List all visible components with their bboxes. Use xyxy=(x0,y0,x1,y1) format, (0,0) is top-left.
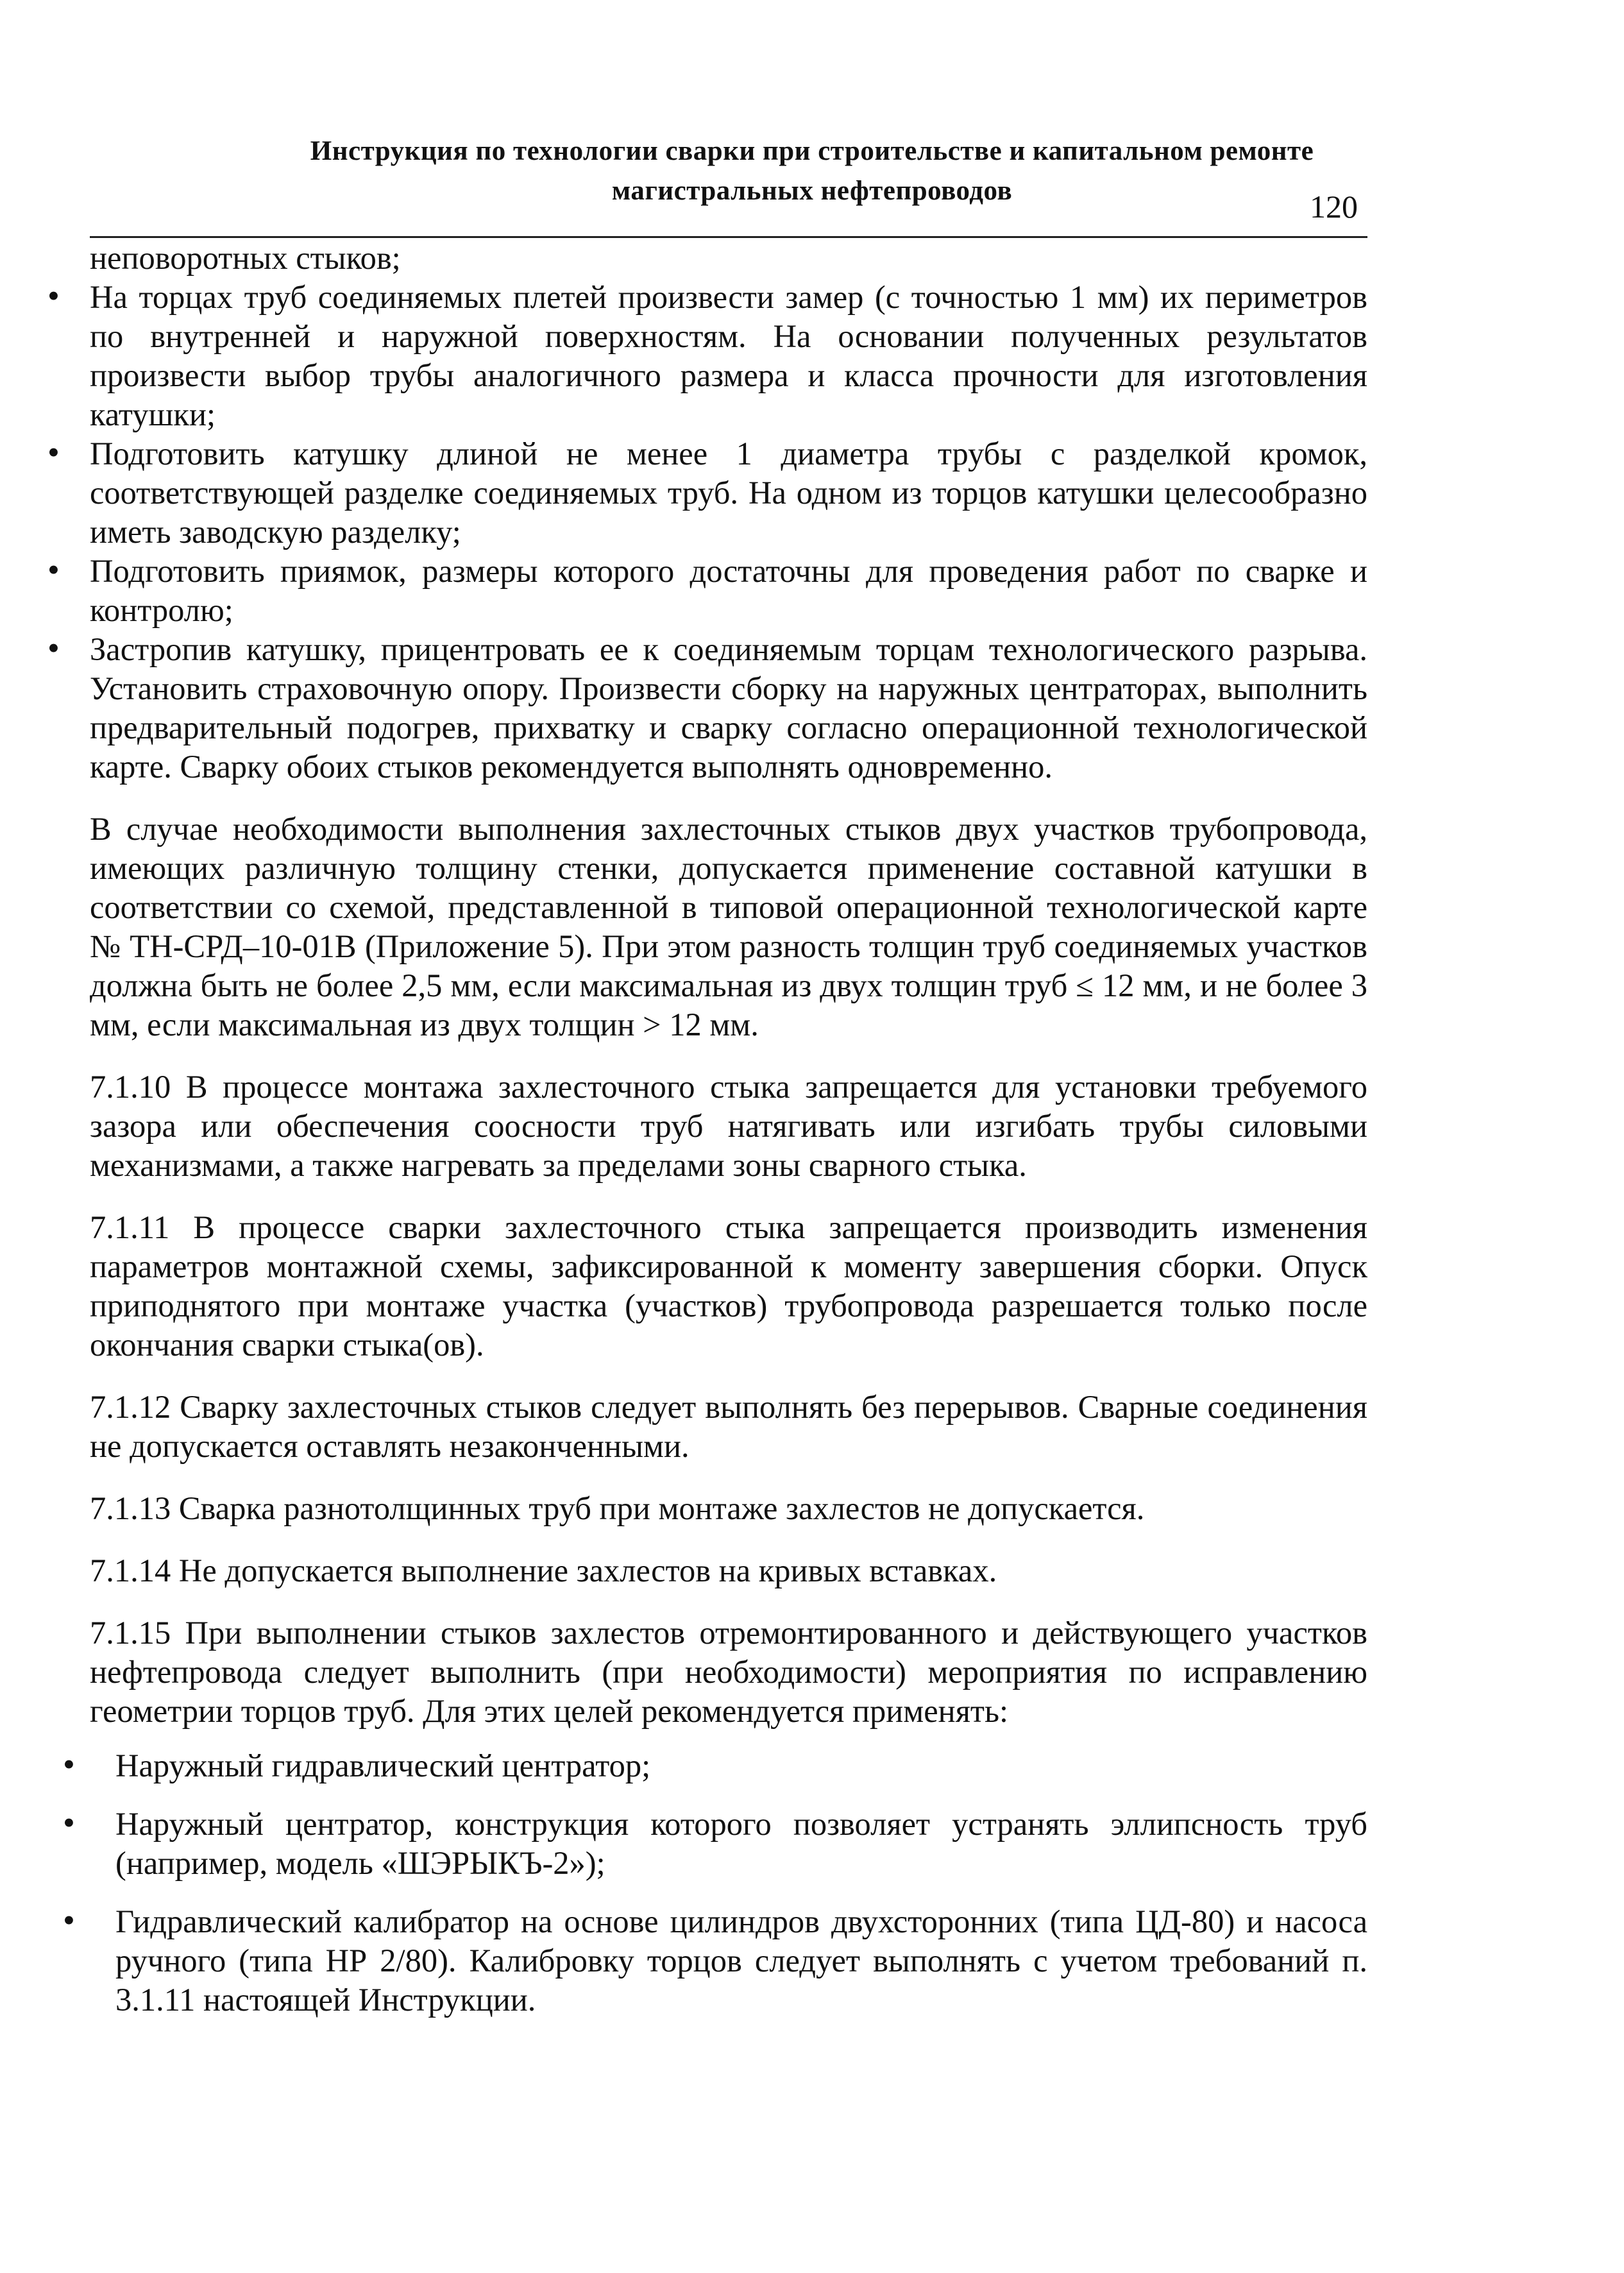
list-item-text: Гидравлический калибратор на основе цилиндров двухсторонних (типа ЦД-80) и насоса ручного (типа НР 2/80). Калибровку торцов следует выполнять с учетом требований п. 3.1.11 настоящей Инструкции. xyxy=(115,1903,1367,2018)
list-item-text: Наружный центратор, конструкция которого позволяет устранять эллипсность труб (например, модель «ШЭРЫКЪ-2»); xyxy=(115,1806,1367,1881)
bullet-icon: • xyxy=(47,277,60,315)
list-item-text: На торцах труб соединяемых плетей произвести замер (с точностью 1 мм) их периметров по внутренней и наружной поверхностям. На основании полученных результатов произвести выбор трубы аналогичного размера и класса прочности для изготовления катушки; xyxy=(90,279,1367,432)
header-rule xyxy=(90,236,1367,238)
list-item xyxy=(47,550,1367,630)
bullet-icon: • xyxy=(63,1901,75,1939)
bullet-icon: • xyxy=(63,1803,75,1842)
procedure-bullet-list xyxy=(47,277,1367,787)
header-title-line-1: Инструкция по технологии сварки при строительстве и капитальном ремонте xyxy=(310,136,1314,166)
continuation-line: неповоротных стыков; xyxy=(90,240,401,276)
list-item xyxy=(63,1803,1367,1883)
page-number: 120 xyxy=(1310,189,1358,225)
bullet-icon: • xyxy=(47,550,60,589)
paragraph-7-1-14: 7.1.14 Не допускается выполнение захлестов на кривых вставках. xyxy=(90,1553,997,1588)
bullet-icon: • xyxy=(47,629,60,667)
paragraph-7-1-10: 7.1.10 В процессе монтажа захлесточного стыка запрещается для установки требуемого зазора или обеспечения соосности труб натягивать или изгибать трубы силовыми механизмами, а также нагревать за пределами зоны сварного стыка. xyxy=(90,1069,1367,1183)
bullet-icon: • xyxy=(47,433,60,472)
list-item xyxy=(47,433,1367,552)
header-title-line-2: магистральных нефтепроводов xyxy=(611,176,1013,206)
paragraph-7-1-15: 7.1.15 При выполнении стыков захлестов отремонтированного и действующего участков нефтепровода следует выполнить (при необходимости) мероприятия по исправлению геометрии торцов труб. Для этих целей рекомендуется применять: xyxy=(90,1615,1367,1729)
paragraph-7-1-12: 7.1.12 Сварку захлесточных стыков следует выполнять без перерывов. Сварные соединения не допускается оставлять незаконченными. xyxy=(90,1389,1367,1464)
list-item xyxy=(63,1901,1367,2020)
page-body xyxy=(47,239,1367,2039)
list-item xyxy=(47,629,1367,787)
paragraph-composite-spool: В случае необходимости выполнения захлесточных стыков двух участков трубопровода, имеющих различную толщину стенки, допускается применение составной катушки в соответствии со схемой, представленной в типовой операционной технологической карте № ТН-СРД–10-01В (Приложение 5). При этом разность толщин труб соединяемых участков должна быть не более 2,5 мм, если максимальная из двух толщин труб ≤ 12 мм, и не более 3 мм, если максимальная из двух толщин > 12 мм. xyxy=(90,811,1367,1043)
equipment-bullet-list xyxy=(63,1745,1367,2020)
paragraph-7-1-13: 7.1.13 Сварка разнотолщинных труб при монтаже захлестов не допускается. xyxy=(90,1490,1145,1526)
list-item xyxy=(63,1745,1367,1785)
bullet-icon: • xyxy=(63,1745,75,1783)
list-item-text: Подготовить катушку длиной не менее 1 диаметра трубы с разделкой кромок, соответствующей разделке соединяемых труб. На одном из торцов катушки целесообразно иметь заводскую разделку; xyxy=(90,436,1367,550)
list-item-text: Наружный гидравлический центратор; xyxy=(115,1748,651,1783)
list-item-text: Подготовить приямок, размеры которого достаточны для проведения работ по сварке и контролю; xyxy=(90,553,1367,628)
paragraph-7-1-11: 7.1.11 В процессе сварки захлесточного стыка запрещается производить изменения параметров монтажной схемы, зафиксированной к моменту завершения сборки. Опуск приподнятого при монтаже участка (участков) трубопровода разрешается только после окончания сварки стыка(ов). xyxy=(90,1209,1367,1363)
running-header xyxy=(0,132,1624,211)
list-item xyxy=(47,277,1367,434)
list-item-text: Застропив катушку, прицентровать ее к соединяемым торцам технологического разрыва. Установить страховочную опору. Произвести сборку на наружных центраторах, выполнить предварительный подогрев, прихватку и сварку согласно операционной технологической карте. Сварку обоих стыков рекомендуется выполнять одновременно. xyxy=(90,631,1367,785)
